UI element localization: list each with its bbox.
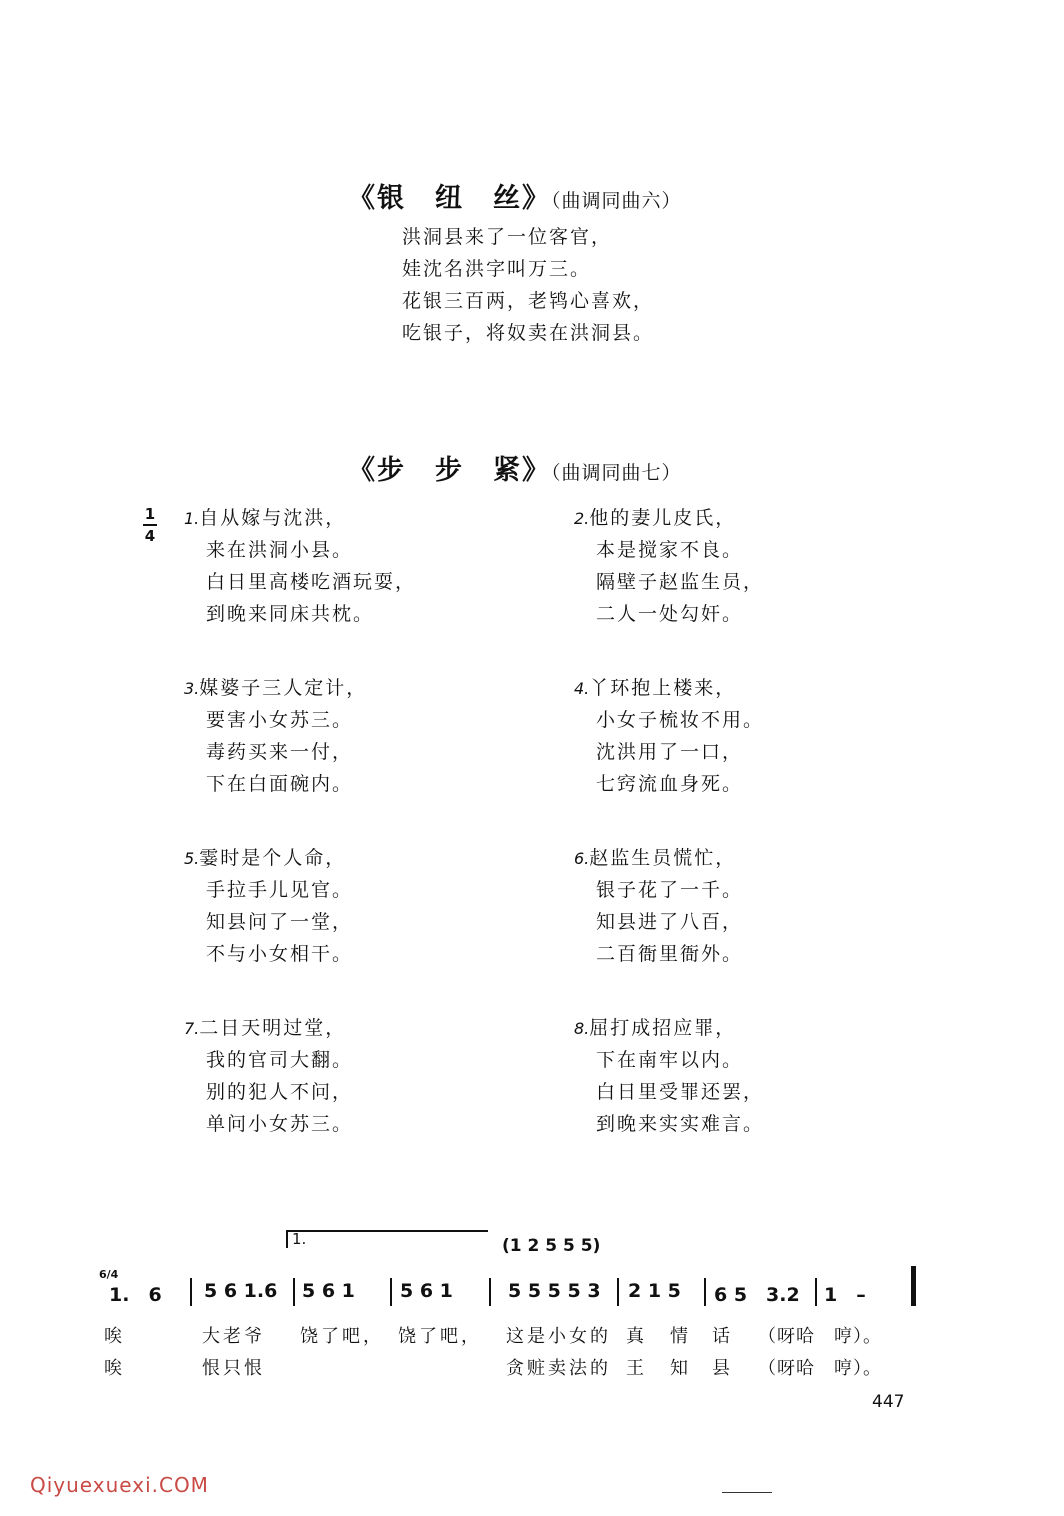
verse-1 — [184, 502, 416, 630]
verse-number: 6. — [574, 849, 590, 868]
barline — [293, 1278, 295, 1306]
verse-line: 知县问了一堂， — [206, 911, 354, 933]
verse-4 — [574, 672, 764, 800]
verse-line: 来在洪洞小县。 — [206, 539, 354, 561]
verse-line: 到晚来同床共枕。 — [206, 603, 375, 625]
measure-8: 1 – — [824, 1284, 866, 1306]
verse-line: 霎时是个人命， — [199, 847, 347, 869]
score-lyric: 大老爷 — [202, 1326, 265, 1347]
paren-notes-text: 1 2 5 5 5 — [509, 1236, 593, 1256]
verse-line: 他的妻儿皮氏， — [589, 507, 737, 529]
verse-line: 二人一处勾奸。 — [596, 603, 744, 625]
verse-line: 不与小女相干。 — [206, 943, 354, 965]
verse-line: 下在南牢以内。 — [596, 1049, 744, 1071]
verse-line: 知县进了八百， — [596, 911, 744, 933]
verse-line: 银子花了一千。 — [596, 879, 744, 901]
footer-rule — [722, 1492, 772, 1493]
verse-number: 2. — [574, 509, 590, 528]
volta-bracket — [286, 1230, 488, 1248]
score-lyric: （呀哈 哼）。 — [758, 1326, 882, 1347]
verse-line: 小女子梳妆不用。 — [596, 709, 765, 731]
song2-title — [348, 448, 682, 487]
volta-label: 1. — [292, 1230, 307, 1248]
verse-7 — [184, 1012, 353, 1140]
verse-line: 二日天明过堂， — [199, 1017, 347, 1039]
barline — [390, 1278, 392, 1306]
song1-line: 吃银子，将奴卖在洪洞县。 — [402, 322, 655, 344]
verse-line: 赵监生员慌忙， — [589, 847, 737, 869]
verse-line: 别的犯人不问， — [206, 1081, 354, 1103]
score-lyric: 唉 — [104, 1326, 125, 1347]
measure-4: 5 6 1 — [400, 1280, 453, 1302]
song1-line: 花银三百两，老鸨心喜欢， — [402, 290, 655, 312]
verse-6 — [574, 842, 743, 970]
verse-line: 我的官司大翻。 — [206, 1049, 354, 1071]
barline — [617, 1278, 619, 1306]
verse-line: 手拉手儿见官。 — [206, 879, 354, 901]
verse-number: 3. — [184, 679, 200, 698]
song1-line: 娃沈名洪字叫万三。 — [402, 258, 592, 280]
song1-title-note: （曲调同曲六） — [551, 190, 682, 212]
verse-line: 要害小女苏三。 — [206, 709, 354, 731]
score-lyric: 王 知 — [626, 1358, 692, 1379]
verse-line: 下在白面碗内。 — [206, 773, 354, 795]
verse-number: 1. — [184, 509, 200, 528]
verse-line: 到晚来实实难言。 — [596, 1113, 765, 1135]
barline — [815, 1278, 817, 1306]
measure-7: 6 5 3.2 — [714, 1284, 800, 1306]
verse-line: 媒婆子三人定计， — [199, 677, 368, 699]
verse-number: 5. — [184, 849, 200, 868]
score-lyric: 贪赃卖法的 — [506, 1358, 611, 1379]
measure-2: 5 6 1.6 — [204, 1280, 278, 1302]
verse-line: 单问小女苏三。 — [206, 1113, 354, 1135]
measure-6: 2 1 5 — [628, 1280, 681, 1302]
score-lyric: 饶了吧， — [300, 1326, 384, 1347]
score-lyric: 饶了吧， — [398, 1326, 482, 1347]
measure-1: 1. 6 — [109, 1284, 162, 1306]
song2-title-text: 《步 步 紧》 — [348, 455, 551, 486]
verse-line: 白日里受罪还罢， — [596, 1081, 765, 1103]
verse-line: 沈洪用了一口， — [596, 741, 744, 763]
barline — [190, 1278, 192, 1306]
final-barline — [911, 1266, 916, 1306]
verse-line: 二百衙里衙外。 — [596, 943, 744, 965]
verse-line: 隔壁子赵监生员， — [596, 571, 765, 593]
song2-title-note: （曲调同曲七） — [551, 462, 682, 484]
verse-line: 毒药买来一付， — [206, 741, 354, 763]
verse-8 — [574, 1012, 764, 1140]
page-number: 447 — [872, 1392, 905, 1412]
time-signature-top: 1 — [144, 505, 156, 523]
key-mark: 6/4 — [99, 1268, 119, 1281]
score-lyric: 唉 — [104, 1358, 125, 1379]
verse-number: 8. — [574, 1019, 590, 1038]
verse-number: 7. — [184, 1019, 200, 1038]
song1-title — [348, 176, 682, 215]
score-lyric: 这是小女的 — [506, 1326, 611, 1347]
time-signature-bottom: 4 — [144, 527, 156, 545]
song1-title-text: 《银 纽 丝》 — [348, 183, 551, 214]
verse-line: 本是搅家不良。 — [596, 539, 744, 561]
score-lyric: （呀哈 哼）。 — [758, 1358, 882, 1379]
song1-lyrics — [402, 221, 654, 349]
watermark: Qiyuexuexi.COM — [30, 1473, 209, 1497]
barline — [704, 1278, 706, 1306]
barline — [489, 1278, 491, 1306]
score-lyric: 话 — [712, 1326, 733, 1347]
measure-3: 5 6 1 — [302, 1280, 355, 1302]
verse-number: 4. — [574, 679, 590, 698]
verse-3 — [184, 672, 367, 800]
time-signature — [143, 505, 157, 545]
verse-line: 白日里高楼吃酒玩耍， — [206, 571, 417, 593]
score-lyric: 恨只恨 — [202, 1358, 265, 1379]
paren-notes: (1 2 5 5 5) — [502, 1236, 601, 1256]
verse-line: 七窍流血身死。 — [596, 773, 744, 795]
score-lyric: 真 情 — [626, 1326, 692, 1347]
song1-line: 洪洞县来了一位客官， — [402, 226, 613, 248]
verse-line: 自从嫁与沈洪， — [199, 507, 347, 529]
measure-5: 5 5 5 5 3 — [508, 1280, 601, 1302]
verse-line: 丫环抱上楼来， — [589, 677, 737, 699]
verse-5 — [184, 842, 353, 970]
verse-line: 屈打成招应罪， — [589, 1017, 737, 1039]
score-lyric: 县 — [712, 1358, 733, 1379]
verse-2 — [574, 502, 764, 630]
